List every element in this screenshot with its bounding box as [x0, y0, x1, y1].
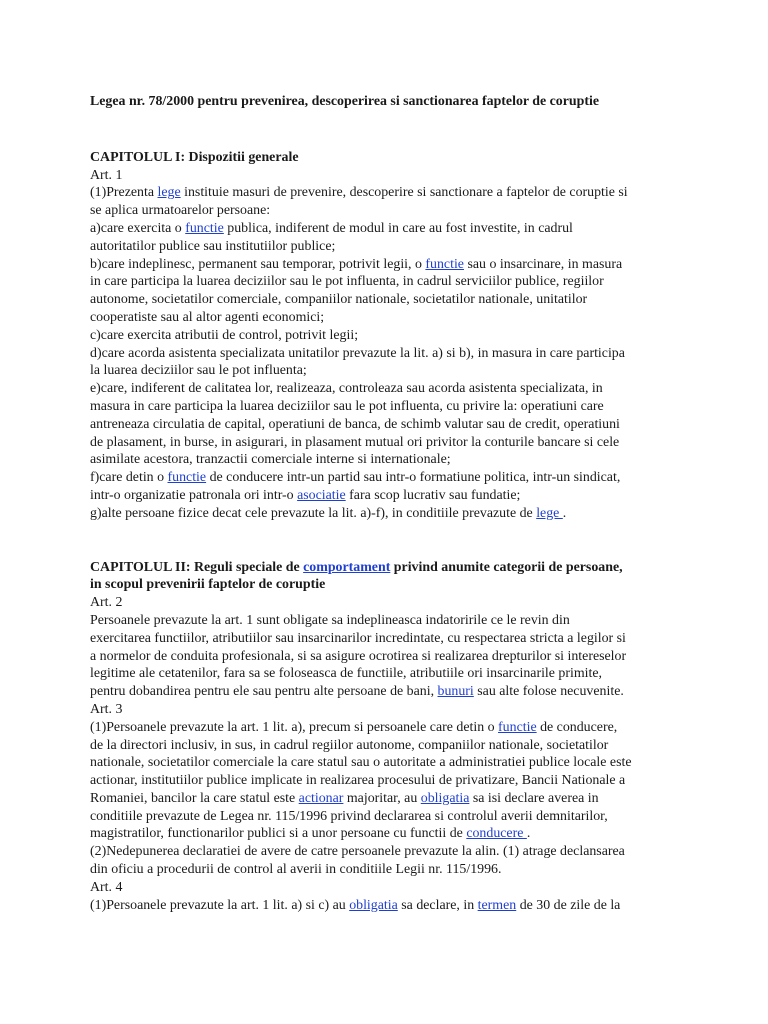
art4-paragraph-1: (1)Persoanele prevazute la art. 1 lit. a) si c) au obligatia sa declare, in termen de 30 de zile de la: [90, 897, 621, 913]
functie-link[interactable]: functie: [425, 256, 464, 272]
termen-link[interactable]: termen: [477, 897, 517, 913]
spacer: [90, 111, 690, 149]
chapter-2-heading: CAPITOLUL II: Reguli speciale de comportament privind anumite categorii de persoane, in scopul prevenirii faptelor de coruptie: [90, 559, 623, 593]
art1-item-a: a)care exercita o functie publica, indiferent de modul in care au fost investite, in cadrul autoritatilor publice sau institutiilor publice;: [90, 220, 573, 254]
art1-paragraph-1: (1)Prezenta lege instituie masuri de prevenire, descoperire si sanctionare a faptelor de coruptie si se aplica urmatoarelor persoane:: [90, 185, 628, 219]
art1-item-d: d)care acorda asistenta specializata unitatilor prevazute la lit. a) si b), in masura in care participa la luarea deciziilor sau le pot influenta;: [90, 345, 625, 379]
lege-link[interactable]: lege: [157, 185, 181, 201]
art1-item-g: g)alte persoane fizice decat cele prevazute la lit. a)-f), in conditiile prevazute de lege .: [90, 505, 567, 521]
article-label: Art. 2: [90, 595, 123, 611]
art1-item-b: b)care indeplinesc, permanent sau temporar, potrivit legii, o functie sau o insarcinare, in masura in care participa la luarea deciziilor sau le pot influenta, in cadrul serviciilor publice, regiilor autonome, societatilor comerciale, companiilor nationale, societatilor nationale, unitatilor cooperatiste sau al altor agenti economici;: [90, 256, 623, 325]
art1-item-e: e)care, indiferent de calitatea lor, realizeaza, controleaza sau acorda asistenta specializata, in masura in care participa la luarea deciziilor sau le pot influenta, cu privire la: operatiuni care antreneaza circulatia de capital, operatiuni de banca, de schimb valutar sau de credit, operatiuni de plasament, in burse, in asigurari, in plasament mutual ori privitor la conturile bancare si cele asimilate acestora, tranzactii comerciale interne si internationale;: [90, 381, 620, 468]
actionar-link[interactable]: actionar: [298, 790, 344, 806]
functie-link[interactable]: functie: [185, 220, 224, 236]
art3-paragraph-2: (2)Nedepunerea declaratiei de avere de catre persoanele prevazute la alin. (1) atrage declansarea din oficiu a procedurii de control al averii in conditiile Legii nr. 115/1996.: [90, 844, 625, 878]
document-page: [90, 93, 690, 914]
conducere-link[interactable]: conducere: [466, 826, 527, 842]
obligatia-link[interactable]: obligatia: [420, 790, 470, 806]
bunuri-link[interactable]: bunuri: [437, 684, 474, 700]
obligatia-link[interactable]: obligatia: [349, 897, 398, 913]
lege-link[interactable]: lege: [536, 505, 563, 521]
article-label: Art. 1: [90, 167, 123, 183]
functie-link[interactable]: functie: [167, 470, 207, 486]
comportament-link[interactable]: comportament: [303, 559, 391, 575]
art3-paragraph-1: (1)Persoanele prevazute la art. 1 lit. a), precum si persoanele care detin o functie de conducere, de la directori inclusiv, in sus, in cadrul regiilor autonome, companiilor nationale, societatilor nationale, societatilor comerciale la care statul sau o autoritate a administratiei publice locale este actionar, institutiilor publice implicate in realizarea procesului de privatizare, Bancii Nationale a Romaniei, bancilor la care statul este actionar majoritar, au obligatia sa isi declare averea in conditiile prevazute de Legea nr. 115/1996 privind declararea si controlul averii demnitarilor, magistratilor, functionarilor publici si a unor persoane cu functii de conducere .: [90, 719, 632, 842]
art2-paragraph: Persoanele prevazute la art. 1 sunt obligate sa indeplineasca indatoririle ce le revin din exercitarea functiilor, atributiilor sau insarcinarilor incredintate, cu respectarea stricta a legilor si a normelor de conduita profesionala, si sa asigure ocrotirea si realizarea drepturilor si intereselor legitime ale cetatenilor, fara sa se foloseasca de functiile, atributiile ori insarcinarile primite, pentru dobandirea pentru ele sau pentru alte persoane de bani, bunuri sau alte folose necuvenite.: [90, 612, 627, 700]
art1-item-c: c)care exercita atributii de control, potrivit legii;: [90, 327, 359, 343]
chapter-1-heading: CAPITOLUL I: Dispozitii generale: [90, 149, 299, 165]
spacer: [90, 523, 690, 559]
art1-item-f: f)care detin o functie de conducere intr-un partid sau intr-o formatiune politica, intr-un sindicat, intr-o organizatie patronala ori intr-o asociatie fara scop lucrativ sau fundatie;: [90, 470, 621, 503]
article-label: Art. 4: [90, 879, 123, 895]
document-title: Legea nr. 78/2000 pentru prevenirea, descoperirea si sanctionarea faptelor de coruptie: [90, 94, 600, 109]
functie-link[interactable]: functie: [498, 719, 537, 735]
asociatie-link[interactable]: asociatie: [297, 487, 346, 503]
article-label: Art. 3: [90, 701, 123, 717]
